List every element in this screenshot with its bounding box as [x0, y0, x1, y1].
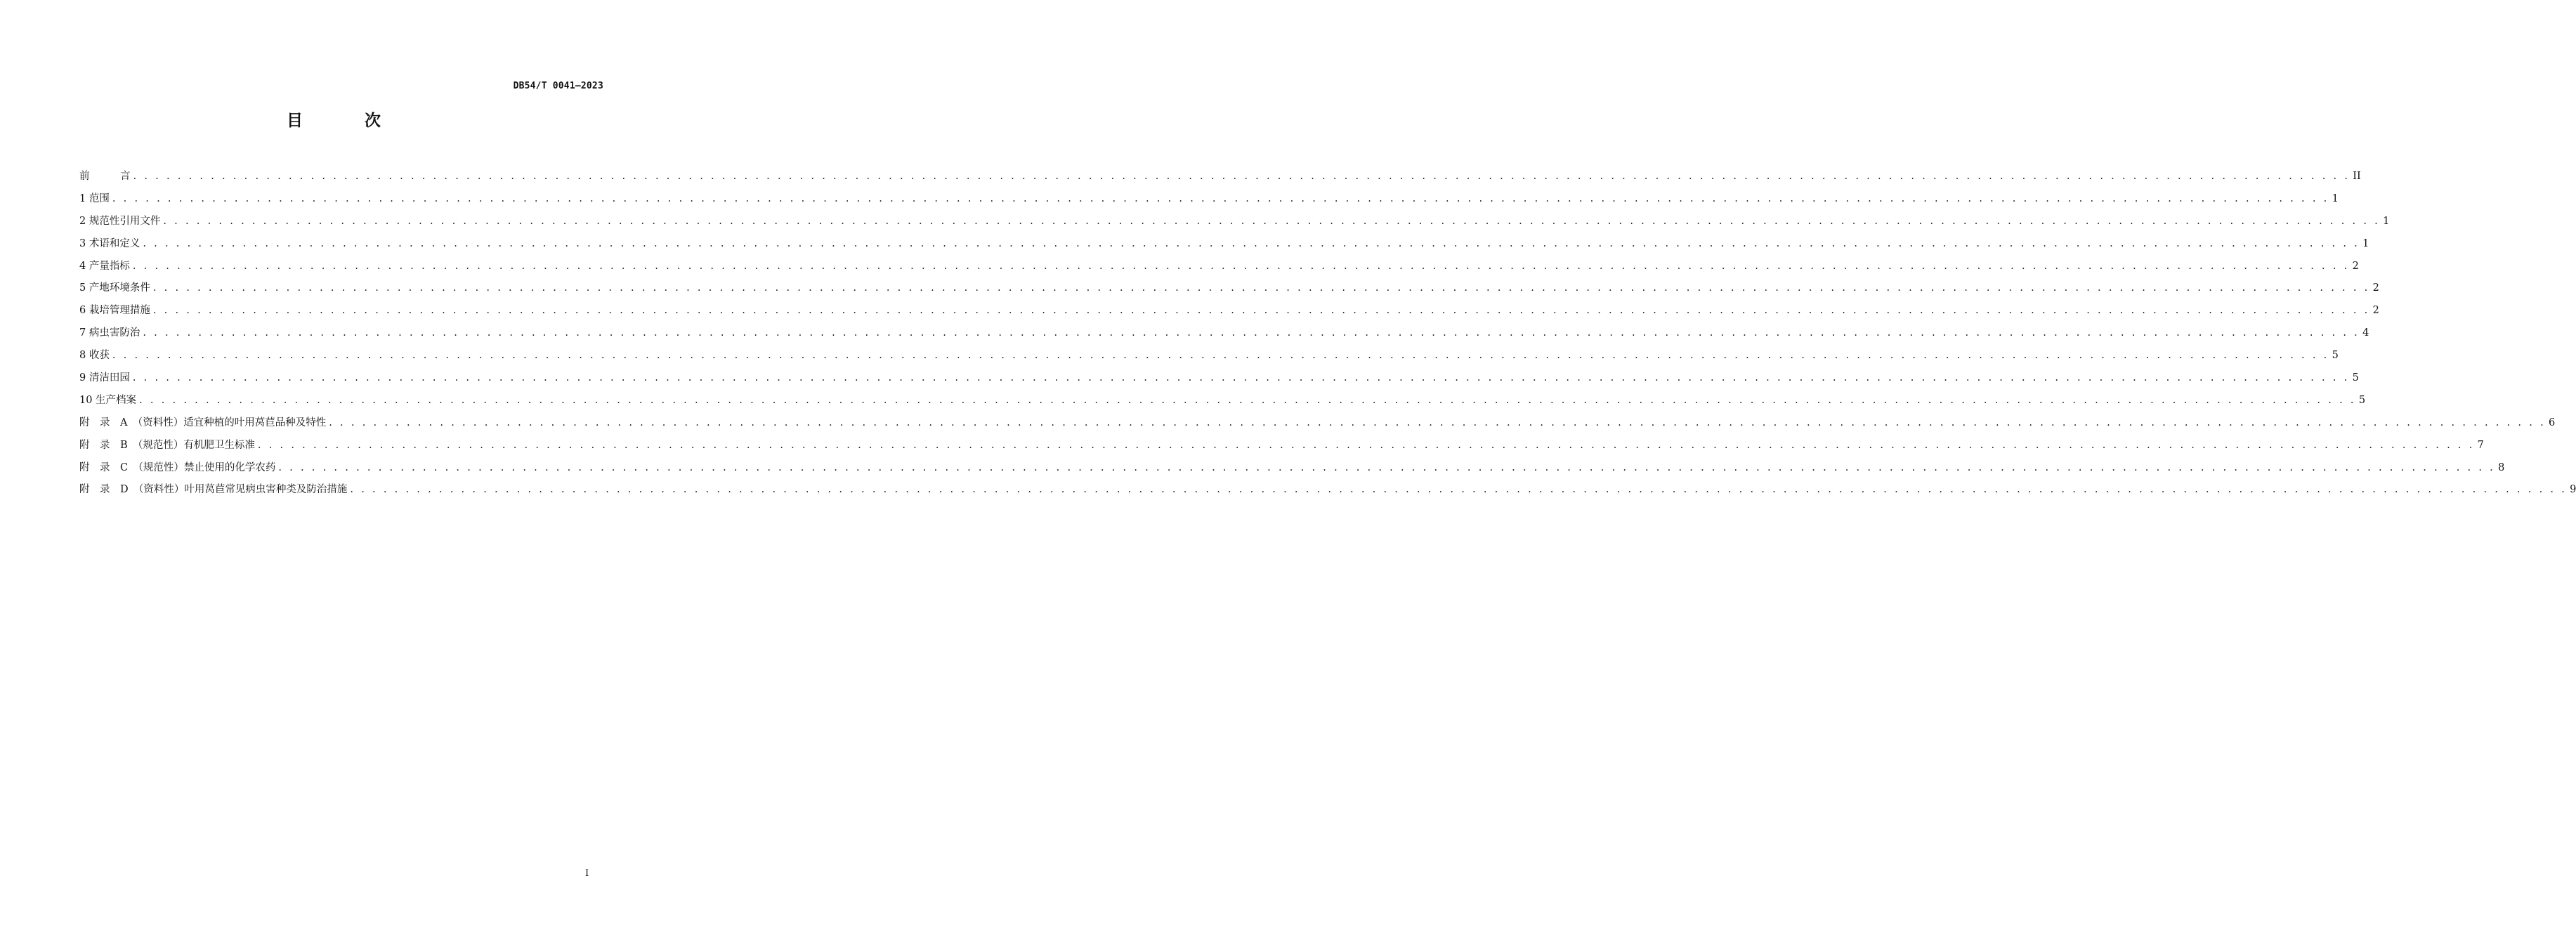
- toc-entry-page: 5: [2332, 350, 2339, 362]
- toc-entry-page: 4: [2362, 327, 2369, 339]
- toc-entry[interactable]: [79, 435, 2484, 457]
- toc-leader-dots: . . . . . . . . . . . . . . . . . . . . . . . . . . . . . . . . . . . . . . . . . . . . . . . . . . . . . . . . . . . . . . . . . . . . . . . . . . . . . . . . . . . . . . . . . . . . . . . . . . . . . . . . . . . . . . . . . . . . . . . . . . . . . . . . . . . . . . . . . . . . . . . . . . . . . . . . . . . . . . . . . . . . . . . . . . . . . . . . . . . . . . . . . . . . . . . . . . . . . . . .: [278, 461, 2496, 473]
- toc-entry-page: 2: [2372, 282, 2379, 294]
- toc-entry-page: 7: [2477, 439, 2484, 451]
- toc-entry[interactable]: [79, 277, 2379, 300]
- toc-entry-label: 7 病虫害防治: [79, 327, 140, 339]
- toc-leader-dots: . . . . . . . . . . . . . . . . . . . . . . . . . . . . . . . . . . . . . . . . . . . . . . . . . . . . . . . . . . . . . . . . . . . . . . . . . . . . . . . . . . . . . . . . . . . . . . . . . . . . . . . . . . . . . . . . . . . . . . . . . . . . . . . . . . . . . . . . . . . . . . . . . . . . . . . . . . . . . . . . . . . . . . . . . . . . . . . . . . . . . . . . . . . . . . . . . . . . . . . .: [132, 372, 2350, 384]
- toc-entry-label: 2 规范性引用文件: [79, 215, 161, 227]
- toc-leader-dots: . . . . . . . . . . . . . . . . . . . . . . . . . . . . . . . . . . . . . . . . . . . . . . . . . . . . . . . . . . . . . . . . . . . . . . . . . . . . . . . . . . . . . . . . . . . . . . . . . . . . . . . . . . . . . . . . . . . . . . . . . . . . . . . . . . . . . . . . . . . . . . . . . . . . . . . . . . . . . . . . . . . . . . . . . . . . . . . . . . . . . . . . . . . . . . . . . . . . . . . .: [257, 439, 2475, 451]
- toc-entry[interactable]: [79, 412, 2556, 435]
- doc-code: DB54/T 0041—2023: [513, 81, 603, 91]
- toc-entry[interactable]: [79, 211, 2390, 233]
- toc-entry-label: 6 栽培管理措施: [79, 305, 150, 317]
- toc-entry[interactable]: [79, 322, 2369, 345]
- toc-entry[interactable]: [79, 367, 2359, 390]
- toc-leader-dots: . . . . . . . . . . . . . . . . . . . . . . . . . . . . . . . . . . . . . . . . . . . . . . . . . . . . . . . . . . . . . . . . . . . . . . . . . . . . . . . . . . . . . . . . . . . . . . . . . . . . . . . . . . . . . . . . . . . . . . . . . . . . . . . . . . . . . . . . . . . . . . . . . . . . . . . . . . . . . . . . . . . . . . . . . . . . . . . . . . . . . . . . . . . . . . . . . . . . . . . .: [152, 305, 2370, 317]
- toc-entry[interactable]: [79, 256, 2359, 278]
- toc-entry-label: 10 生产档案: [79, 394, 137, 406]
- toc-entry-page: 2: [2372, 305, 2379, 317]
- toc-entry-page: 1: [2362, 237, 2369, 249]
- toc-entry-label: 附 录 B （规范性）有机肥卫生标准: [79, 439, 255, 451]
- toc-entry[interactable]: [79, 300, 2379, 322]
- toc-entry-page: 8: [2498, 461, 2505, 473]
- toc-entry-label: 4 产量指标: [79, 260, 130, 272]
- toc-leader-dots: . . . . . . . . . . . . . . . . . . . . . . . . . . . . . . . . . . . . . . . . . . . . . . . . . . . . . . . . . . . . . . . . . . . . . . . . . . . . . . . . . . . . . . . . . . . . . . . . . . . . . . . . . . . . . . . . . . . . . . . . . . . . . . . . . . . . . . . . . . . . . . . . . . . . . . . . . . . . . . . . . . . . . . . . . . . . . . . . . . . . . . . . . . . . . . . . . . . . . . . .: [112, 350, 2329, 362]
- toc-leader-dots: . . . . . . . . . . . . . . . . . . . . . . . . . . . . . . . . . . . . . . . . . . . . . . . . . . . . . . . . . . . . . . . . . . . . . . . . . . . . . . . . . . . . . . . . . . . . . . . . . . . . . . . . . . . . . . . . . . . . . . . . . . . . . . . . . . . . . . . . . . . . . . . . . . . . . . . . . . . . . . . . . . . . . . . . . . . . . . . . . . . . . . . . . . . . . . . . . . . . . . . .: [163, 215, 2381, 227]
- toc-leader-dots: . . . . . . . . . . . . . . . . . . . . . . . . . . . . . . . . . . . . . . . . . . . . . . . . . . . . . . . . . . . . . . . . . . . . . . . . . . . . . . . . . . . . . . . . . . . . . . . . . . . . . . . . . . . . . . . . . . . . . . . . . . . . . . . . . . . . . . . . . . . . . . . . . . . . . . . . . . . . . . . . . . . . . . . . . . . . . . . . . . . . . . . . . . . . . . . . . . . . . . . .: [143, 237, 2360, 249]
- toc-entry[interactable]: [79, 457, 2505, 480]
- toc-entry-page: 2: [2352, 260, 2359, 272]
- toc-entry-label: 1 范围: [79, 192, 110, 204]
- toc-title: 目 次: [286, 112, 409, 130]
- toc-entry-page: 9: [2570, 484, 2576, 496]
- toc-leader-dots: . . . . . . . . . . . . . . . . . . . . . . . . . . . . . . . . . . . . . . . . . . . . . . . . . . . . . . . . . . . . . . . . . . . . . . . . . . . . . . . . . . . . . . . . . . . . . . . . . . . . . . . . . . . . . . . . . . . . . . . . . . . . . . . . . . . . . . . . . . . . . . . . . . . . . . . . . . . . . . . . . . . . . . . . . . . . . . . . . . . . . . . . . . . . . . . . . . . . . . . .: [133, 171, 2351, 182]
- toc-entry[interactable]: [79, 166, 2361, 188]
- toc-entry-page: II: [2353, 171, 2361, 182]
- toc-leader-dots: . . . . . . . . . . . . . . . . . . . . . . . . . . . . . . . . . . . . . . . . . . . . . . . . . . . . . . . . . . . . . . . . . . . . . . . . . . . . . . . . . . . . . . . . . . . . . . . . . . . . . . . . . . . . . . . . . . . . . . . . . . . . . . . . . . . . . . . . . . . . . . . . . . . . . . . . . . . . . . . . . . . . . . . . . . . . . . . . . . . . . . . . . . . . . . . . . . . . . . . .: [139, 394, 2356, 406]
- toc-entry-page: 5: [2352, 372, 2359, 384]
- toc-leader-dots: . . . . . . . . . . . . . . . . . . . . . . . . . . . . . . . . . . . . . . . . . . . . . . . . . . . . . . . . . . . . . . . . . . . . . . . . . . . . . . . . . . . . . . . . . . . . . . . . . . . . . . . . . . . . . . . . . . . . . . . . . . . . . . . . . . . . . . . . . . . . . . . . . . . . . . . . . . . . . . . . . . . . . . . . . . . . . . . . . . . . . . . . . . . . . . . . . . . . . . . .: [112, 192, 2329, 204]
- toc-entry-label: 5 产地环境条件: [79, 282, 150, 294]
- toc-entry-label: 附 录 D （资料性）叶用莴苣常见病虫害种类及防治措施: [79, 484, 348, 496]
- toc-entry[interactable]: [79, 390, 2366, 412]
- toc-entry-label: 前 言: [79, 171, 131, 182]
- toc-leader-dots: . . . . . . . . . . . . . . . . . . . . . . . . . . . . . . . . . . . . . . . . . . . . . . . . . . . . . . . . . . . . . . . . . . . . . . . . . . . . . . . . . . . . . . . . . . . . . . . . . . . . . . . . . . . . . . . . . . . . . . . . . . . . . . . . . . . . . . . . . . . . . . . . . . . . . . . . . . . . . . . . . . . . . . . . . . . . . . . . . . . . . . . . . . . . . . . . . . . . . . . .: [329, 417, 2546, 428]
- toc-entry[interactable]: [79, 233, 2369, 256]
- toc-entry[interactable]: [79, 479, 2576, 501]
- toc-entry-page: 6: [2548, 417, 2556, 428]
- toc-leader-dots: . . . . . . . . . . . . . . . . . . . . . . . . . . . . . . . . . . . . . . . . . . . . . . . . . . . . . . . . . . . . . . . . . . . . . . . . . . . . . . . . . . . . . . . . . . . . . . . . . . . . . . . . . . . . . . . . . . . . . . . . . . . . . . . . . . . . . . . . . . . . . . . . . . . . . . . . . . . . . . . . . . . . . . . . . . . . . . . . . . . . . . . . . . . . . . . . . . . . . . . .: [132, 260, 2350, 272]
- toc-entry-label: 附 录 C （规范性）禁止使用的化学农药: [79, 461, 276, 473]
- toc-entry[interactable]: [79, 345, 2339, 367]
- toc-entry-label: 附 录 A （资料性）适宜种植的叶用莴苣品种及特性: [79, 417, 327, 428]
- toc-leader-dots: . . . . . . . . . . . . . . . . . . . . . . . . . . . . . . . . . . . . . . . . . . . . . . . . . . . . . . . . . . . . . . . . . . . . . . . . . . . . . . . . . . . . . . . . . . . . . . . . . . . . . . . . . . . . . . . . . . . . . . . . . . . . . . . . . . . . . . . . . . . . . . . . . . . . . . . . . . . . . . . . . . . . . . . . . . . . . . . . . . . . . . . . . . . . . . . . . . . . . . . .: [350, 484, 2568, 496]
- toc-entry-label: 9 清洁田园: [79, 372, 130, 384]
- toc-list: [79, 166, 2576, 501]
- toc-entry-page: 1: [2332, 192, 2339, 204]
- toc-leader-dots: . . . . . . . . . . . . . . . . . . . . . . . . . . . . . . . . . . . . . . . . . . . . . . . . . . . . . . . . . . . . . . . . . . . . . . . . . . . . . . . . . . . . . . . . . . . . . . . . . . . . . . . . . . . . . . . . . . . . . . . . . . . . . . . . . . . . . . . . . . . . . . . . . . . . . . . . . . . . . . . . . . . . . . . . . . . . . . . . . . . . . . . . . . . . . . . . . . . . . . . .: [143, 327, 2360, 339]
- page-number: I: [585, 868, 589, 879]
- toc-entry-page: 1: [2383, 215, 2390, 227]
- toc-entry-label: 8 收获: [79, 350, 110, 362]
- toc-entry-page: 5: [2358, 394, 2366, 406]
- toc-entry[interactable]: [79, 188, 2339, 211]
- toc-leader-dots: . . . . . . . . . . . . . . . . . . . . . . . . . . . . . . . . . . . . . . . . . . . . . . . . . . . . . . . . . . . . . . . . . . . . . . . . . . . . . . . . . . . . . . . . . . . . . . . . . . . . . . . . . . . . . . . . . . . . . . . . . . . . . . . . . . . . . . . . . . . . . . . . . . . . . . . . . . . . . . . . . . . . . . . . . . . . . . . . . . . . . . . . . . . . . . . . . . . . . . . .: [152, 282, 2370, 294]
- toc-entry-label: 3 术语和定义: [79, 237, 140, 249]
